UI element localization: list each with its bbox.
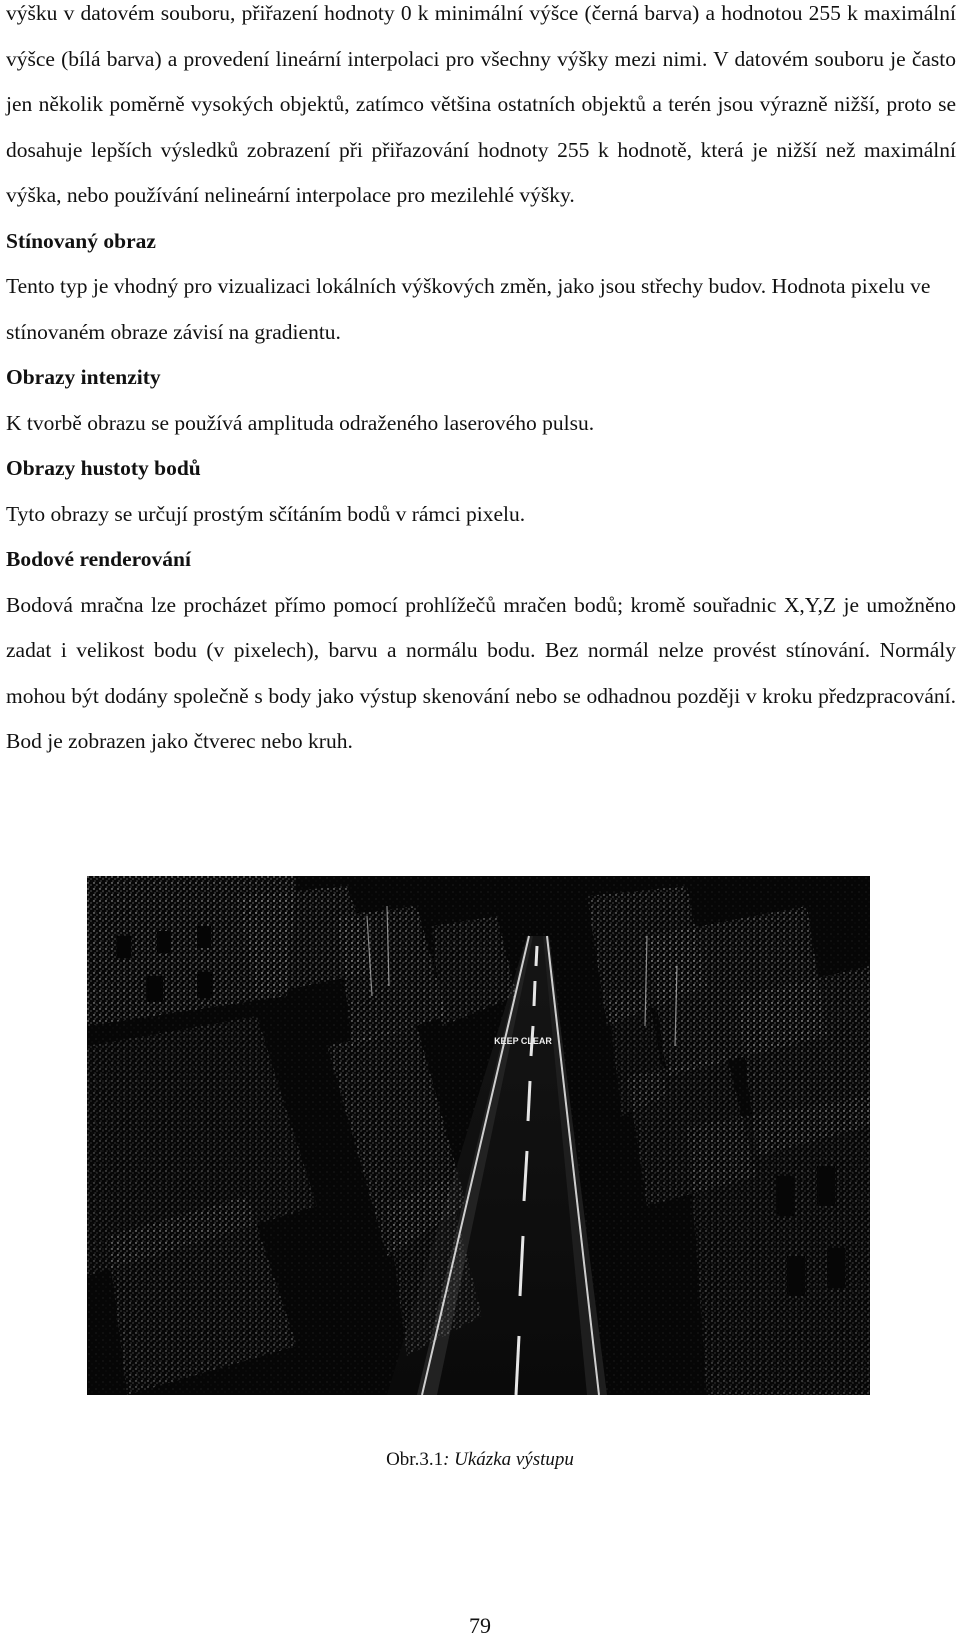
figure-caption-label: Obr.3.1 bbox=[386, 1449, 444, 1470]
heading-point-rendering: Bodové renderování bbox=[6, 547, 191, 571]
body-text bbox=[6, 0, 956, 765]
paragraph-point-rendering: Bodová mračna lze procházet přímo pomocí prohlížečů mračen bodů; kromě souřadnic X,Y,Z je umožněno zadat i velikost bodu (v pixelech), barvu a normálu bodu. Bez normál nelze provést stínování. Normály mohou být dodány společně s body jako výstup skenování nebo se odhadnou později v kroku předzpracování. Bod je zobrazen jako čtverec nebo kruh. bbox=[6, 592, 956, 753]
paragraph-intensity-mapping: výšku v datovém souboru, přiřazení hodnoty 0 k minimální výšce (černá barva) a hodnotou 255 k maximální výšce (bílá barva) a provedení lineární interpolaci pro všechny výšky mezi nimi. V datovém souboru je často jen několik poměrně vysokých objektů, zatímco většina ostatních objektů a terén jsou výrazně nižší, proto se dosahuje lepších výsledků zobrazení při přiřazování hodnoty 255 k hodnotě, která je nižší než maximální výška, nebo používání nelineární interpolace pro mezilehlé výšky. bbox=[6, 1, 956, 207]
road-marking-keep-clear: KEEP CLEAR bbox=[494, 1036, 552, 1046]
heading-shaded-image: Stínovaný obraz bbox=[6, 228, 156, 253]
paragraph-shaded-image: Tento typ je vhodný pro vizualizaci lokálních výškových změn, jako jsou střechy budov. Hodnota pixelu ve stínovaném obraze závisí na gradientu. bbox=[6, 274, 931, 344]
heading-point-density-images: Obrazy hustoty bodů bbox=[6, 456, 201, 480]
point-cloud-street-image bbox=[87, 876, 870, 1395]
figure-caption-title: Ukázka výstupu bbox=[454, 1449, 574, 1470]
paragraph-point-density-images: Tyto obrazy se určují prostým sčítáním bodů v rámci pixelu. bbox=[6, 501, 526, 526]
paragraph-intensity-images: K tvorbě obrazu se používá amplituda odraženého laserového pulsu. bbox=[6, 410, 595, 435]
figure-caption-separator: : bbox=[443, 1449, 455, 1470]
page-number: 79 bbox=[469, 1613, 491, 1638]
figure-caption bbox=[0, 1448, 960, 1472]
heading-intensity-images: Obrazy intenzity bbox=[6, 365, 161, 389]
